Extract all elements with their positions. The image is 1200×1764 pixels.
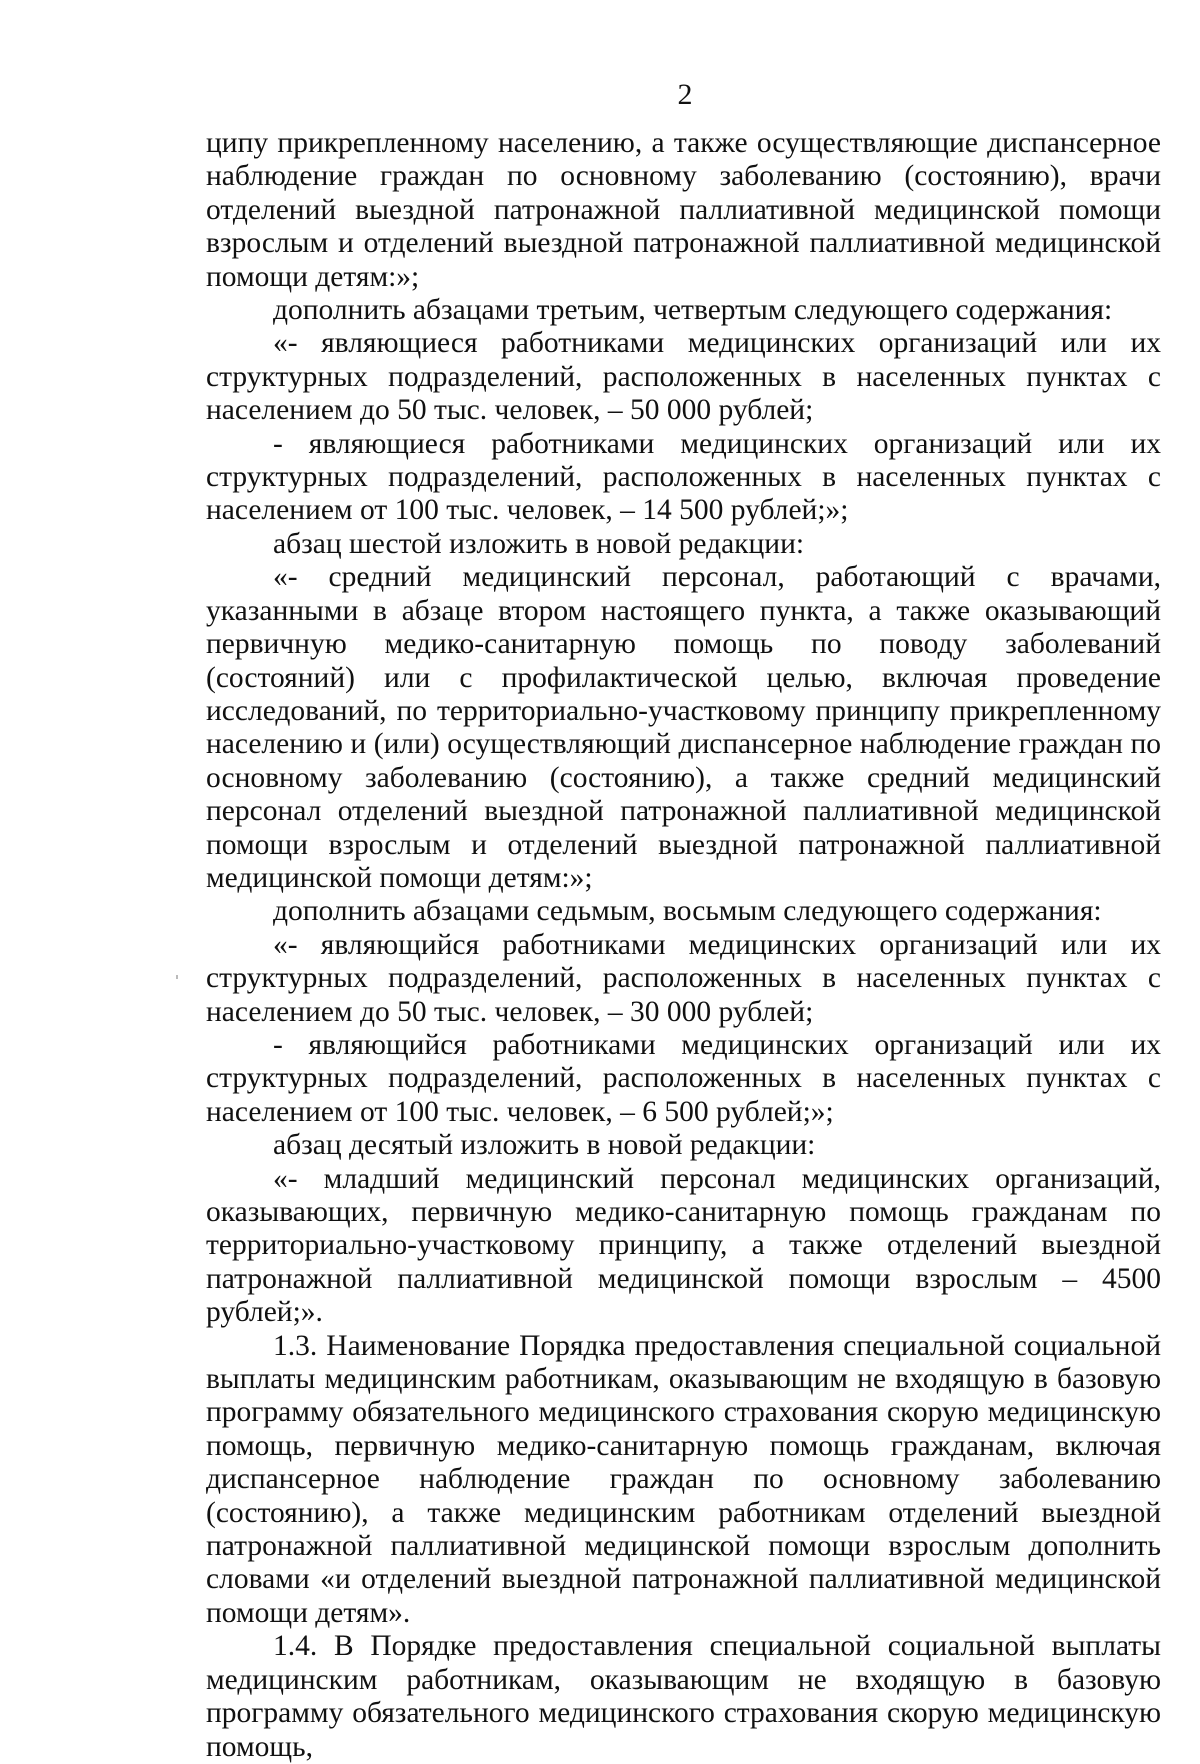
paragraph-section-1-3: 1.3. Наименование Порядка предоставления специальной социальной выплаты медицинским работникам, оказывающим не входящую в базовую программу обязательного медицинского страхования скорую медицинскую помощь, первичную медико-санитарную помощь гражданам, включая диспансерное наблюдение граждан по основному заболеванию (состоянию), а также медицинским работникам отделений выездной патронажной паллиативной медицинской помощи взрослым дополнить словами «и отделений выездной патронажной паллиативной медицинской помощи детям». bbox=[206, 1329, 1161, 1629]
paragraph-quote: «- являющийся работниками медицинских организаций или их структурных подразделений, расположенных в населенных пунктах с населением до 50 тыс. человек, – 30 000 рублей; bbox=[206, 928, 1161, 1028]
paragraph-section-1-4: 1.4. В Порядке предоставления специальной социальной выплаты медицинским работникам, оказывающим не входящую в базовую программу обязательного медицинского страхования скорую медицинскую помощь, bbox=[206, 1630, 1161, 1763]
paragraph-instruction: дополнить абзацами третьим, четвертым следующего содержания: bbox=[273, 294, 1113, 327]
scan-artifact bbox=[176, 975, 178, 979]
paragraph-quote: - являющиеся работниками медицинских организаций или их структурных подразделений, расположенных в населенных пунктах с населением от 100 тыс. человек, – 14 500 рублей;»; bbox=[206, 427, 1161, 527]
paragraph-continuation: ципу прикрепленному населению, а также осуществляющие диспансерное наблюдение граждан по основному заболеванию (состоянию), врачи отделений выездной патронажной паллиативной медицинской помощи взрослым и отделений выездной патронажной паллиативной медицинской помощи детям:»; bbox=[206, 127, 1161, 293]
paragraph-quote: - являющийся работниками медицинских организаций или их структурных подразделений, расположенных в населенных пунктах с населением от 100 тыс. человек, – 6 500 рублей;»; bbox=[206, 1028, 1161, 1128]
paragraph-instruction: дополнить абзацами седьмым, восьмым следующего содержания: bbox=[273, 895, 1102, 928]
document-body bbox=[206, 127, 1161, 1764]
paragraph-quote: «- младший медицинский персонал медицинских организаций, оказывающих, первичную медико-санитарную помощь гражданам по территориально-участковому принципу, а также отделений выездной патронажной паллиативной медицинской помощи взрослым – 4500 рублей;». bbox=[206, 1162, 1161, 1329]
paragraph-quote: «- средний медицинский персонал, работающий с врачами, указанными в абзаце втором настоящего пункта, а также оказывающий первичную медико-санитарную помощь по поводу заболеваний (состояний) или с профилактической целью, включая проведение исследований, по территориально-участковому принципу прикрепленному населению и (или) осуществляющий диспансерное наблюдение граждан по основному заболеванию (состоянию), а также средний медицинский персонал отделений выездной патронажной паллиативной медицинской помощи взрослым и отделений выездной патронажной паллиативной медицинской помощи детям:»; bbox=[206, 561, 1161, 894]
paragraph-quote: «- являющиеся работниками медицинских организаций или их структурных подразделений, расположенных в населенных пунктах с населением до 50 тыс. человек, – 50 000 рублей; bbox=[206, 327, 1161, 427]
page-number: 2 bbox=[677, 78, 693, 111]
paragraph-instruction: абзац десятый изложить в новой редакции: bbox=[273, 1129, 816, 1162]
paragraph-instruction: абзац шестой изложить в новой редакции: bbox=[273, 527, 805, 560]
